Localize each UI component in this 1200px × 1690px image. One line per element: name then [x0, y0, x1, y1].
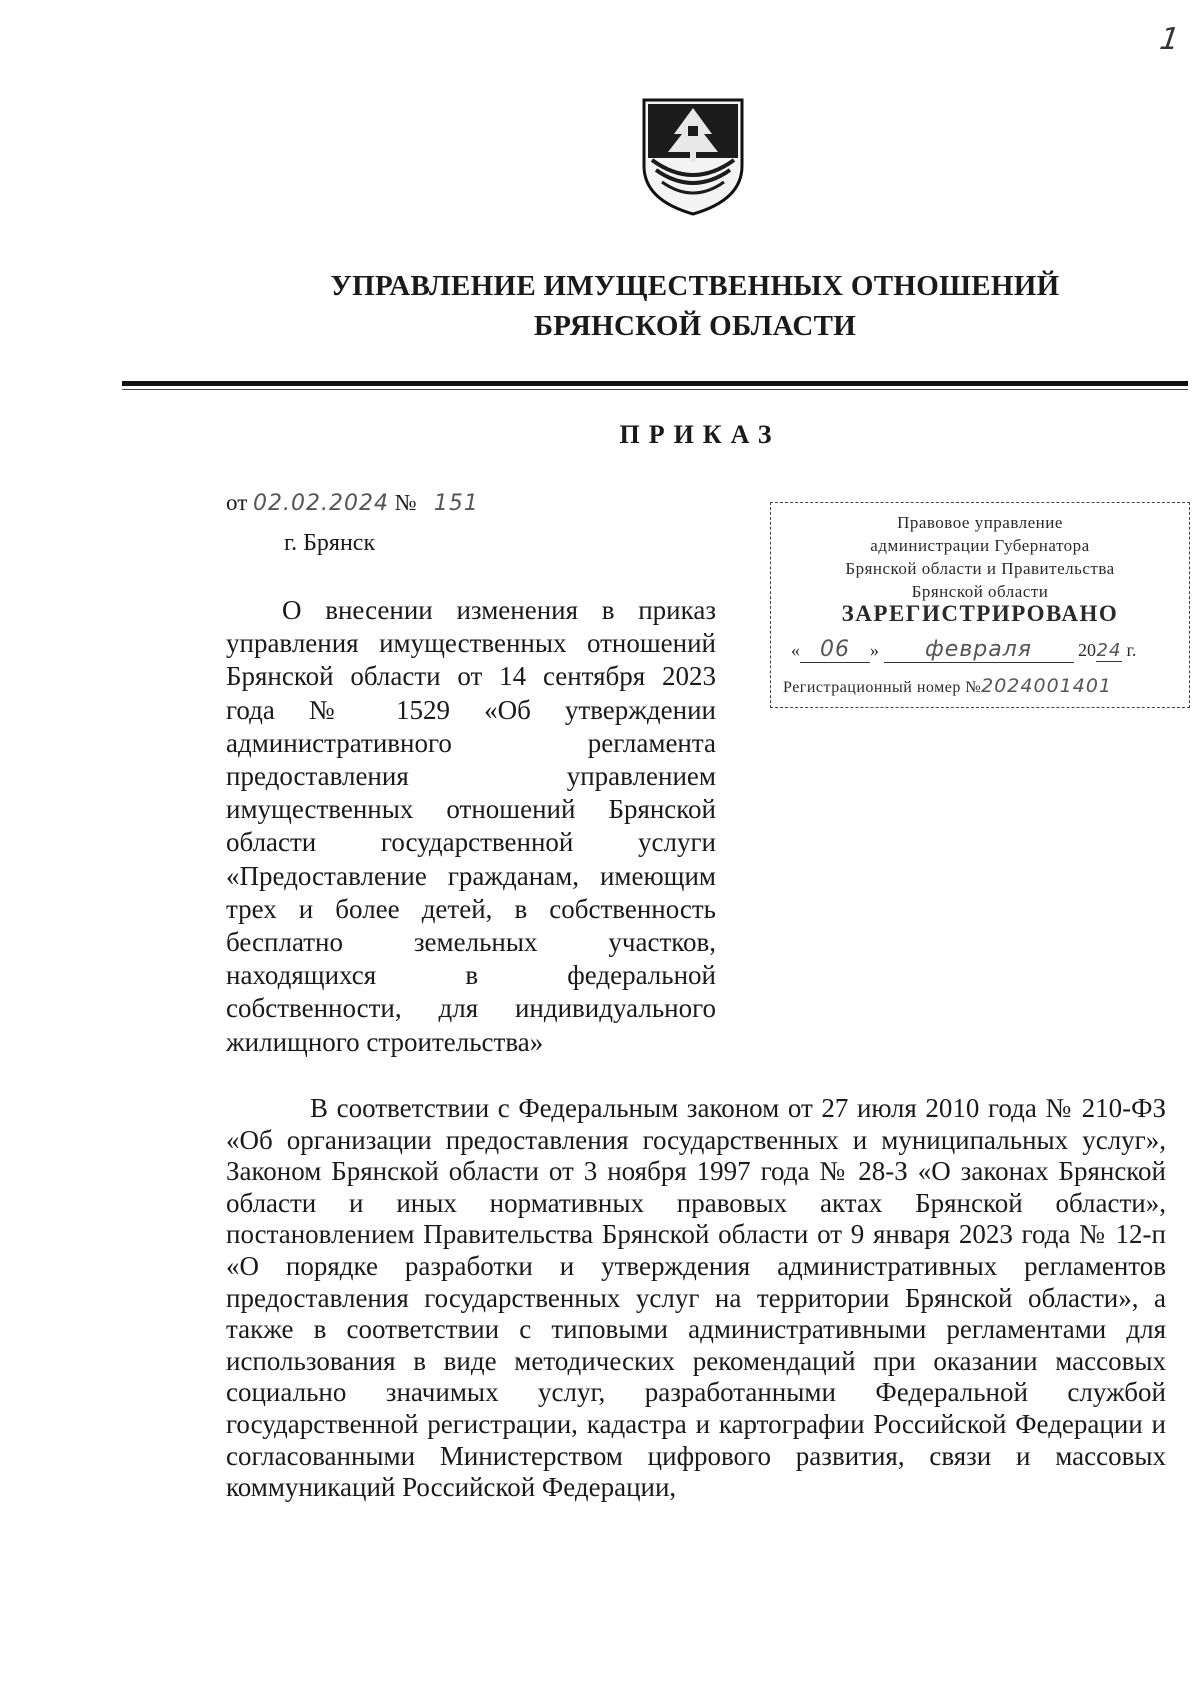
stamp-reg-number: 2024001401	[981, 675, 1113, 697]
header-divider	[122, 381, 1188, 386]
stamp-status: ЗАРЕГИСТРИРОВАНО	[841, 601, 1119, 626]
order-subject	[226, 594, 716, 1059]
organization-title-line1: УПРАВЛЕНИЕ ИМУЩЕСТВЕННЫХ ОТНОШЕНИЙ	[330, 270, 1060, 302]
header-divider-thin	[122, 389, 1188, 390]
stamp-reg-label: Регистрационный номер №	[783, 679, 982, 696]
preamble-paragraph: В соответствии с Федеральным законом от 27 июля 2010 года № 210-ФЗ «Об организации предоставления государственных и муниципальных услуг», Законом Брянской области от 3 ноября 1997 года № 28-З «О законах Брянской области и иных нормативных правовых актах Брянской области», постановлением Правительства Брянской области от 9 января 2023 года № 12-п «О порядке разработки и утверждения административных регламентов предоставления государственных услуг на территории Брянской области», а также в соответствии с типовыми административными регламентами для использования в виде методических рекомендаций при оказании массовых социально значимых услуг, разработанными Федеральной службой государственной регистрации, кадастра и картографии Российской Федерации и согласованными Министерством цифрового развития, связи и массовых коммуникаций Российской Федерации,	[226, 1093, 1166, 1503]
document-type: ПРИКАЗ	[619, 420, 781, 449]
handwritten-number: 151	[433, 491, 479, 516]
organization-title-line2: БРЯНСКОЙ ОБЛАСТИ	[533, 310, 857, 342]
stamp-year-prefix: 20	[1078, 640, 1096, 660]
city: г. Брянск	[284, 530, 376, 556]
number-sign: №	[394, 490, 417, 515]
order-subject-text: О внесении изменения в приказ управления имущественных отношений Брянской области от 14 сентября 2023 года № 1529 «Об утверждении административного регламента предоставления управлением имущественных отношений Брянской области государственной услуги «Предоставление гражданам, имеющим трех и более детей, в собственность бесплатно земельных участков, находящихся в федеральной собственности, для индивидуального жилищного строительства»	[226, 595, 716, 1057]
stamp-line3: Брянской области и Правительства	[845, 559, 1115, 578]
organization-title	[300, 266, 1090, 346]
stamp-line2: администрации Губернатора	[870, 536, 1090, 555]
stamp-authority	[771, 511, 1189, 603]
date-prefix: от	[226, 490, 248, 515]
stamp-day: 06	[800, 637, 870, 663]
stamp-line1: Правовое управление	[897, 513, 1063, 532]
stamp-year-suffix: 24	[1096, 640, 1122, 661]
stamp-year-unit: г.	[1126, 640, 1137, 660]
page-number: 1	[1157, 22, 1182, 57]
coat-of-arms-emblem	[640, 96, 746, 216]
date-number-line	[226, 490, 479, 516]
stamp-date: « 06 » февраля 2024 г.	[791, 637, 1137, 662]
registration-stamp	[770, 502, 1190, 708]
stamp-line4: Брянской области	[911, 582, 1049, 601]
stamp-month: февраля	[884, 637, 1074, 663]
stamp-registration	[783, 675, 1183, 697]
handwritten-date: 02.02.2024	[253, 491, 389, 516]
